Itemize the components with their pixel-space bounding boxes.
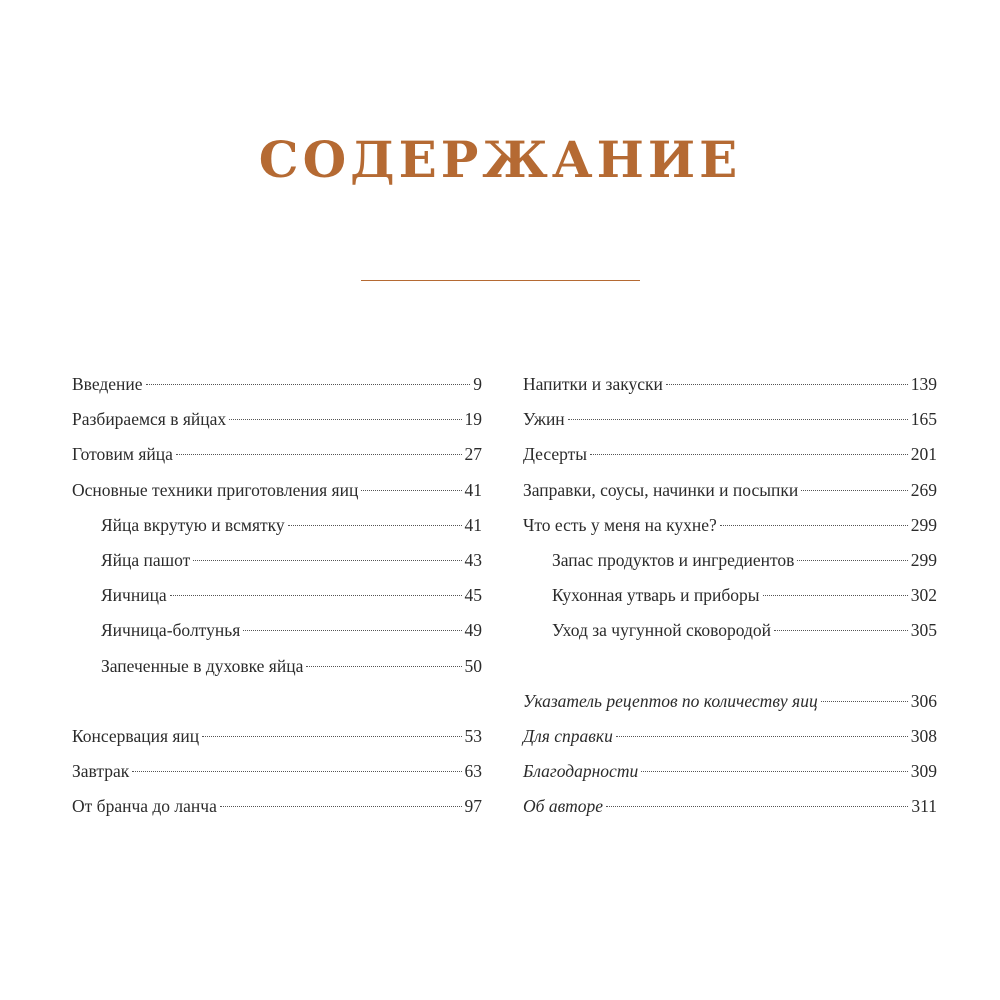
dot-leader <box>774 630 908 631</box>
toc-entry-page: 309 <box>910 760 937 781</box>
dot-leader <box>288 525 462 526</box>
toc-entry-page: 201 <box>910 444 937 465</box>
dot-leader <box>132 771 461 772</box>
toc-entry-dressings-sauces[interactable] <box>523 473 937 508</box>
toc-left-column <box>72 367 482 824</box>
title-divider <box>361 280 640 281</box>
toc-entry-label: Для справки <box>523 725 613 746</box>
dot-leader <box>176 454 462 455</box>
toc-entry-label: Запас продуктов и ингредиентов <box>552 549 795 570</box>
toc-entry-label: Запеченные в духовке яйца <box>101 655 304 676</box>
toc-entry-page: 53 <box>464 725 482 746</box>
toc-entry-label: Консервация яиц <box>72 725 200 746</box>
toc-entry-label: Яичница-болтунья <box>101 620 241 641</box>
toc-entry-label: Заправки, соусы, начинки и посыпки <box>523 479 799 500</box>
toc-entry-cooking-eggs[interactable] <box>72 437 482 472</box>
dot-leader <box>229 419 461 420</box>
toc-entry-page: 299 <box>910 514 937 535</box>
toc-entry-about-author[interactable] <box>523 789 937 824</box>
toc-entry-my-kitchen[interactable] <box>523 508 937 543</box>
toc-subentry-poached-eggs[interactable] <box>72 543 482 578</box>
toc-subentry-fried-eggs[interactable] <box>72 578 482 613</box>
toc-entry-label: Яичница <box>101 585 167 606</box>
toc-entry-understanding-eggs[interactable] <box>72 402 482 437</box>
toc-subentry-baked-eggs[interactable] <box>72 649 482 684</box>
toc-entry-drinks-snacks[interactable] <box>523 367 937 402</box>
toc-subentry-pantry[interactable] <box>523 543 937 578</box>
toc-subentry-boiled-eggs[interactable] <box>72 508 482 543</box>
toc-entry-page: 9 <box>473 374 482 394</box>
dot-leader <box>821 701 908 702</box>
dot-leader <box>202 736 461 737</box>
dot-leader <box>616 736 908 737</box>
toc-entry-desserts[interactable] <box>523 437 937 472</box>
dot-leader <box>170 595 462 596</box>
toc-entry-page: 308 <box>910 725 937 746</box>
toc-entry-page: 139 <box>910 374 937 394</box>
dot-leader <box>361 490 461 491</box>
toc-entry-label: Благодарности <box>523 760 639 781</box>
toc-entry-label: Уход за чугунной сковородой <box>552 620 772 641</box>
dot-leader <box>666 384 908 385</box>
dot-leader <box>243 630 461 631</box>
toc-entry-breakfast[interactable] <box>72 754 482 789</box>
toc-group <box>523 684 937 825</box>
dot-leader <box>220 806 462 807</box>
toc-entry-label: Завтрак <box>72 760 130 781</box>
toc-entry-preserving-eggs[interactable] <box>72 719 482 754</box>
toc-subentry-cast-iron-care[interactable] <box>523 613 937 648</box>
toc-entry-page: 97 <box>464 796 482 817</box>
dot-leader <box>568 419 908 420</box>
toc-group <box>72 719 482 825</box>
dot-leader <box>306 666 461 667</box>
toc-entry-label: От бранча до ланча <box>72 796 217 817</box>
dot-leader <box>606 806 908 807</box>
toc-entry-label: Готовим яйца <box>72 444 173 465</box>
dot-leader <box>590 454 908 455</box>
toc-entry-page: 45 <box>464 585 482 606</box>
toc-entry-label: Указатель рецептов по количеству яиц <box>523 690 818 711</box>
toc-group <box>72 367 482 684</box>
toc-entry-page: 306 <box>910 690 937 711</box>
dot-leader <box>797 560 907 561</box>
toc-subentry-scrambled-eggs[interactable] <box>72 613 482 648</box>
toc-entry-label: Напитки и закуски <box>523 374 663 394</box>
toc-group <box>523 367 937 649</box>
toc-right-column <box>523 367 937 824</box>
toc-entry-label: Что есть у меня на кухне? <box>523 514 717 535</box>
toc-subentry-kitchen-tools[interactable] <box>523 578 937 613</box>
toc-entry-page: 305 <box>910 620 937 641</box>
toc-entry-label: Об авторе <box>523 796 604 817</box>
dot-leader <box>763 595 908 596</box>
toc-entry-page: 311 <box>911 796 937 817</box>
toc-entry-page: 43 <box>464 549 482 570</box>
toc-entry-label: Разбираемся в яйцах <box>72 409 227 430</box>
dot-leader <box>720 525 908 526</box>
toc-entry-label: Ужин <box>523 409 565 430</box>
toc-entry-label: Яйца вкрутую и всмятку <box>101 514 285 535</box>
toc-entry-page: 27 <box>464 444 482 465</box>
toc-entry-page: 41 <box>464 479 482 500</box>
toc-entry-page: 299 <box>910 549 937 570</box>
toc-entry-reference[interactable] <box>523 719 937 754</box>
dot-leader <box>641 771 908 772</box>
dot-leader <box>146 384 471 385</box>
toc-entry-page: 165 <box>910 409 937 430</box>
toc-entry-basic-techniques[interactable] <box>72 473 482 508</box>
toc-entry-dinner[interactable] <box>523 402 937 437</box>
toc-entry-label: Кухонная утварь и приборы <box>552 585 760 606</box>
toc-entry-label: Десерты <box>523 444 588 465</box>
toc-entry-acknowledgements[interactable] <box>523 754 937 789</box>
toc-entry-page: 269 <box>910 479 937 500</box>
toc-entry-introduction[interactable] <box>72 367 482 402</box>
toc-entry-label: Яйца пашот <box>101 549 191 570</box>
toc-entry-page: 19 <box>464 409 482 430</box>
toc-entry-label: Основные техники приготовления яиц <box>72 479 359 500</box>
toc-entry-page: 49 <box>464 620 482 641</box>
toc-entry-brunch-to-lunch[interactable] <box>72 789 482 824</box>
toc-entry-page: 63 <box>464 760 482 781</box>
toc-entry-page: 50 <box>464 655 482 676</box>
toc-entry-page: 302 <box>910 585 937 606</box>
toc-entry-page: 41 <box>464 514 482 535</box>
toc-entry-recipe-index[interactable] <box>523 684 937 719</box>
dot-leader <box>801 490 908 491</box>
dot-leader <box>193 560 461 561</box>
toc-entry-label: Введение <box>72 374 143 394</box>
page-title: СОДЕРЖАНИЕ <box>258 130 742 189</box>
